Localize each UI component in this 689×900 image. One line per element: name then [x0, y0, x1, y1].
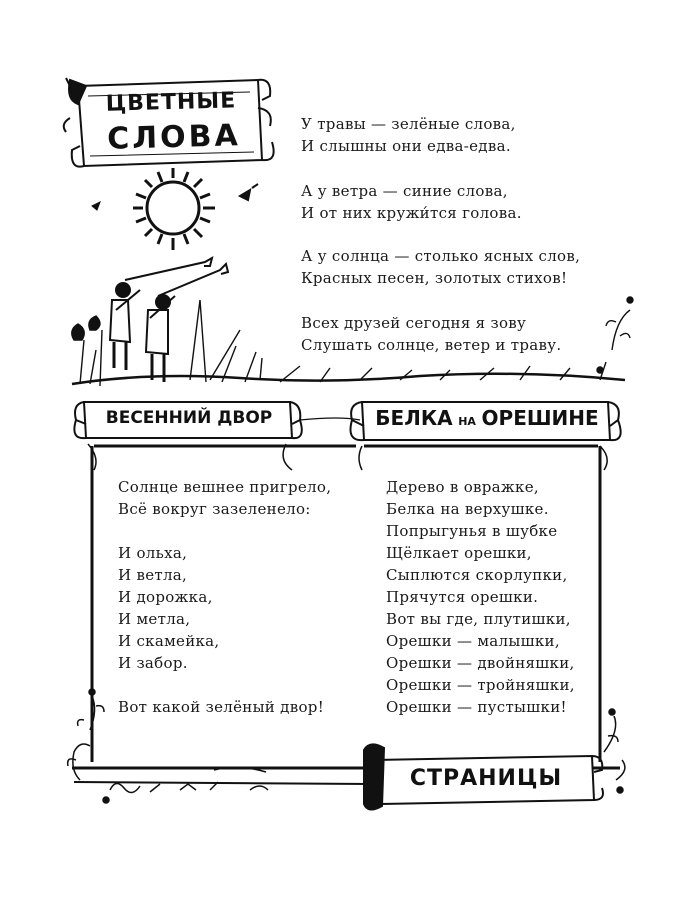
spring-yard-title: ВЕСЕННИЙ ДВОР	[105, 408, 273, 428]
poem-line: Попрыгунья в шубке	[386, 522, 558, 540]
poem-line: Щёлкает орешки,	[386, 544, 532, 562]
poem-line: Дерево в овражке,	[386, 478, 539, 496]
poem-line: У травы — зелёные слова,	[301, 115, 516, 133]
poem-line: Вот какой зелёный двор!	[118, 698, 325, 716]
poem-line: Всё вокруг зазеленело:	[118, 500, 311, 518]
poem-line: Всех друзей сегодня я зову	[301, 314, 527, 332]
poem-line: И слышны они едва-едва.	[301, 137, 511, 155]
trumpeters-illustration	[110, 258, 228, 382]
poem-line: Слушать солнце, ветер и траву.	[301, 336, 562, 354]
poem-line: Орешки — пустышки!	[386, 698, 567, 716]
poem-line: И забор.	[118, 654, 188, 672]
colored-words-title-line2: СЛОВА	[106, 118, 242, 157]
pages-title: СТРАНИЦЫ	[409, 766, 563, 791]
poem-line: И метла,	[118, 610, 191, 628]
sun-illustration	[92, 168, 258, 250]
poem-line: Сыплются скорлупки,	[386, 566, 568, 584]
squirrel-title	[364, 406, 610, 430]
poem-line: Белка на верхушке.	[386, 500, 549, 518]
poem-line: А у солнца — столько ясных слов,	[301, 247, 581, 265]
poem-line: А у ветра — синие слова,	[301, 182, 508, 200]
poem-line: И ветла,	[118, 566, 188, 584]
poem-line: И от них кружи́тся голова.	[301, 204, 522, 222]
squirrel-title-word1: БЕЛКА	[375, 406, 453, 430]
poem-line: Орешки — малышки,	[386, 632, 560, 650]
poem-line: И дорожка,	[118, 588, 213, 606]
poem-line: Красных песен, золотых стихов!	[301, 269, 568, 287]
poem-line: И ольха,	[118, 544, 188, 562]
colored-words-title-line1: ЦВЕТНЫЕ	[105, 88, 237, 117]
poem-line: Солнце вешнее пригрело,	[118, 478, 332, 496]
poem-line: Прячутся орешки.	[386, 588, 539, 606]
poem-line: Орешки — тройняшки,	[386, 676, 575, 694]
poem-line: И скамейка,	[118, 632, 220, 650]
poem-line: Орешки — двойняшки,	[386, 654, 575, 672]
squirrel-title-word3: ОРЕШИНЕ	[481, 406, 599, 430]
poem-line: Вот вы где, плутишки,	[386, 610, 571, 628]
squirrel-title-word2: НА	[458, 415, 476, 428]
